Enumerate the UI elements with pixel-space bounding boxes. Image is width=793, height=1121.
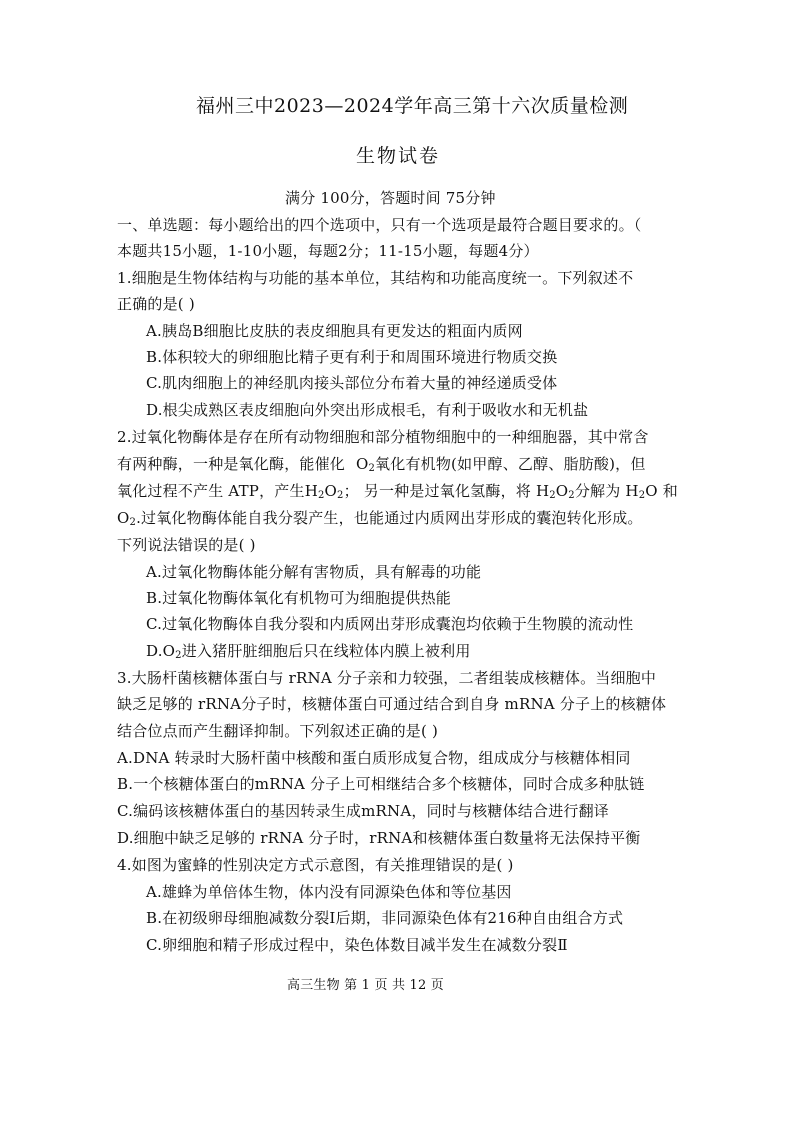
q3-option-d: D.细胞中缺乏足够的 rRNA 分子时，rRNA和核糖体蛋白数量将无法保持平衡: [117, 829, 641, 847]
q1-stem-line-1: 1.细胞是生物体结构与功能的基本单位，其结构和功能高度统一。下列叙述不: [117, 269, 634, 287]
q2-sub: 2: [317, 490, 325, 501]
q2-stem-line-2-rest: 氧化有机物(如甲醇、乙醇、脂肪酸)，但: [375, 455, 646, 473]
q2-option-b: B.过氧化物酶体氧化有机物可为细胞提供热能: [146, 589, 451, 607]
q4-option-c: C.卵细胞和精子形成过程中，染色体数目减半发生在减数分裂Ⅱ: [146, 936, 568, 954]
q2-option-d-oxygen: [163, 642, 182, 660]
q2-oxygen-formula-2: [117, 509, 136, 527]
q4-option-a: A.雄蜂为单倍体生物，体内没有同源染色体和等位基因: [146, 883, 512, 901]
q1-option-b: B.体积较大的卵细胞比精子更有利于和周围环境进行物质交换: [146, 348, 558, 366]
q2-h: H: [304, 482, 318, 500]
q2-stem-line-5: 下列说法错误的是( ): [117, 536, 256, 554]
q4-stem: 4.如图为蜜蜂的性别决定方式示意图，有关推理错误的是( ): [117, 856, 514, 874]
q3-option-c: C.编码该核糖体蛋白的基因转录生成mRNA，同时与核糖体结合进行翻译: [117, 802, 609, 820]
q2-stem-line-2: [117, 454, 646, 474]
q2-o: O: [555, 482, 569, 500]
q2-option-a: A.过氧化物酶体能分解有害物质，具有解毒的功能: [146, 563, 482, 581]
q2-stem-line-4: [117, 508, 643, 528]
q2-h: H: [535, 482, 550, 500]
q2-oxygen-formula: [356, 455, 375, 473]
section-heading-line-1: 一、单选题：每小题给出的四个选项中，只有一个选项是最符合题目要求的。（: [117, 216, 642, 234]
q2-stem-line-3: [117, 481, 678, 501]
q1-stem-line-2: 正确的是( ): [117, 295, 195, 313]
q1-option-c: C.肌肉细胞上的神经肌肉接头部位分布着大量的神经递质受体: [146, 374, 558, 392]
q2-o: O: [645, 482, 658, 500]
q2-stem-line-3b: ； 另一种是过氧化氢酶，将: [343, 482, 531, 500]
q2-sub: 2: [549, 490, 556, 501]
q2-sub: 2: [568, 490, 575, 501]
q1-option-a: A.胰岛B细胞比皮肤的表皮细胞具有更发达的粗面内质网: [146, 322, 523, 340]
q2-option-d: [146, 641, 471, 661]
q2-o: O: [324, 482, 338, 500]
q2-oxygen-sub: 2: [368, 463, 376, 474]
q2-stem-line-3c: 分解为: [574, 482, 621, 500]
q4-option-b: B.在初级卵母细胞减数分裂Ⅰ后期，非同源染色体有216种自由组合方式: [146, 909, 624, 927]
q2-stem-line-1: 2.过氧化物酶体是存在所有动物细胞和部分植物细胞中的一种细胞器，其中常含: [117, 428, 649, 446]
q2-water-formula: [625, 482, 657, 500]
q2-option-c: C.过氧化物酶体自我分裂和内质网出芽形成囊泡均依赖于生物膜的流动性: [146, 615, 634, 633]
q2-stem-line-4-text: .过氧化物酶体能自我分裂产生，也能通过内质网出芽形成的囊泡转化形成。: [136, 509, 643, 527]
q2-h2o2-formula-1: [305, 482, 344, 500]
q2-o: O: [117, 509, 130, 527]
q2-option-d-prefix: D.: [146, 642, 163, 660]
q3-option-b: B.一个核糖体蛋白的mRNA 分子上可相继结合多个核糖体，同时合成多种肽链: [117, 775, 645, 793]
q2-stem-line-3a: 氧化过程不产生 ATP，产生: [117, 482, 305, 500]
exam-meta: 满分 100分，答题时间 75分钟: [285, 189, 496, 207]
section-heading-line-2: 本题共15小题，1-10小题，每题2分；11-15小题，每题4分）: [117, 242, 539, 260]
q3-option-a: A.DNA 转录时大肠杆菌中核酸和蛋白质形成复合物，组成成分与核糖体相同: [117, 749, 631, 767]
q2-sub: 2: [129, 517, 137, 528]
exam-subtitle: 生物试卷: [356, 145, 441, 167]
q3-stem-line-2: 缺乏足够的 rRNA分子时，核糖体蛋白可通过结合到自身 mRNA 分子上的核糖体: [117, 695, 667, 713]
exam-title: 福州三中2023—2024学年高三第十六次质量检测: [196, 95, 629, 117]
page-footer: 高三生物 第 1 页 共 12 页: [287, 978, 445, 993]
q2-sub: 2: [638, 490, 646, 501]
q1-option-d: D.根尖成熟区表皮细胞向外突出形成根毛，有利于吸收水和无机盐: [146, 401, 589, 419]
q2-o: O: [162, 642, 176, 660]
q3-stem-line-3: 结合位点而产生翻译抑制。下列叙述正确的是( ): [117, 722, 439, 740]
q2-oxygen-o: O: [355, 455, 369, 473]
q2-h2o2-formula-2: [536, 482, 575, 500]
q2-sub: 2: [175, 650, 182, 661]
q2-sub: 2: [337, 490, 344, 501]
q2-h: H: [625, 482, 639, 500]
q2-stem-line-2-text: 有两种酶，一种是氧化酶，能催化: [117, 455, 346, 473]
q2-stem-line-3d: 和: [662, 482, 678, 500]
q3-stem-line-1: 3.大肠杆菌核糖体蛋白与 rRNA 分子亲和力较强，二者组装成核糖体。当细胞中: [117, 669, 657, 687]
q2-option-d-text: 进入猪肝脏细胞后只在线粒体内膜上被利用: [181, 642, 471, 660]
